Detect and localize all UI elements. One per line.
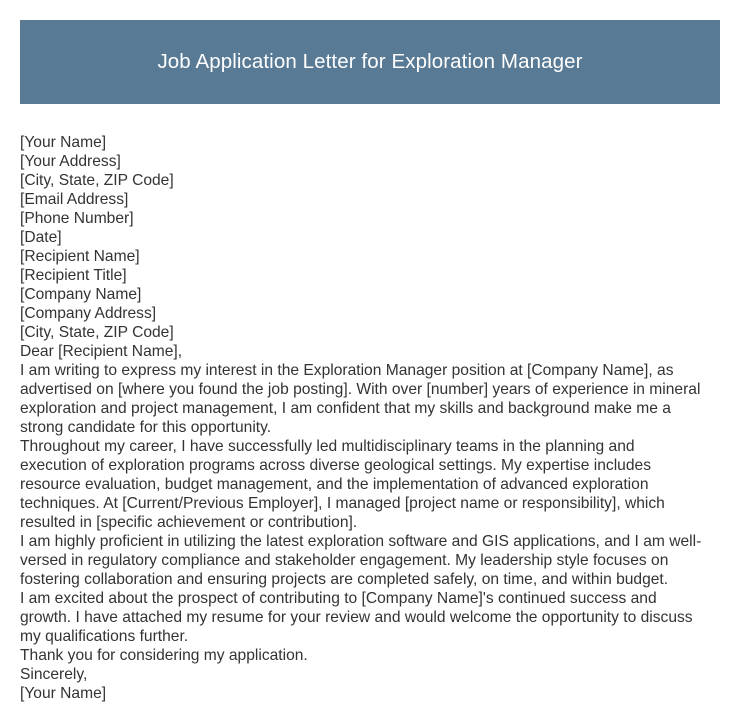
recipient-name: [Recipient Name] bbox=[20, 248, 140, 265]
paragraph-line: my qualifications further. bbox=[20, 628, 189, 645]
paragraph-motivation bbox=[20, 589, 725, 646]
recipient-block bbox=[20, 247, 725, 342]
paragraph-line: versed in regulatory compliance and stakeholder engagement. My leadership style focuses on bbox=[20, 552, 669, 569]
recipient-address: [Company Address] bbox=[20, 305, 157, 322]
sender-phone: [Phone Number] bbox=[20, 210, 134, 227]
paragraph-introduction bbox=[20, 361, 725, 437]
paragraph-line: I am writing to express my interest in the Exploration Manager position at [Company Name], as bbox=[20, 362, 674, 379]
paragraph-line: resulted in [specific achievement or contribution]. bbox=[20, 514, 358, 531]
recipient-company: [Company Name] bbox=[20, 286, 142, 303]
sender-name: [Your Name] bbox=[20, 134, 107, 151]
recipient-city-state-zip: [City, State, ZIP Code] bbox=[20, 324, 174, 341]
sender-email: [Email Address] bbox=[20, 191, 129, 208]
sender-address: [Your Address] bbox=[20, 153, 121, 170]
paragraph-line: resource evaluation, budget management, and the implementation of advanced exploration bbox=[20, 476, 649, 493]
paragraph-skills bbox=[20, 532, 725, 589]
closing: Sincerely, bbox=[20, 666, 88, 683]
paragraph-line: Throughout my career, I have successfully led multidisciplinary teams in the planning and bbox=[20, 438, 635, 455]
sender-block bbox=[20, 133, 725, 247]
paragraph-experience bbox=[20, 437, 725, 532]
sender-city-state-zip: [City, State, ZIP Code] bbox=[20, 172, 174, 189]
paragraph-line: fostering collaboration and ensuring projects are completed safely, on time, and within budget. bbox=[20, 571, 669, 588]
paragraph-line: strong candidate for this opportunity. bbox=[20, 419, 272, 436]
paragraph-line: I am highly proficient in utilizing the latest exploration software and GIS applications, and I am well- bbox=[20, 533, 702, 550]
paragraph-line: exploration and project management, I am confident that my skills and background make me a bbox=[20, 400, 671, 417]
title-banner bbox=[20, 20, 720, 104]
page-title: Job Application Letter for Exploration Manager bbox=[157, 50, 583, 73]
salutation: Dear [Recipient Name], bbox=[20, 343, 183, 360]
paragraph-line: growth. I have attached my resume for your review and would welcome the opportunity to discuss bbox=[20, 609, 693, 626]
signature: [Your Name] bbox=[20, 685, 107, 702]
paragraph-line: execution of exploration programs across diverse geological settings. My expertise includes bbox=[20, 457, 651, 474]
paragraph-line: techniques. At [Current/Previous Employer], I managed [project name or responsibility], which bbox=[20, 495, 665, 512]
paragraph-line: advertised on [where you found the job posting]. With over [number] years of experience in mineral bbox=[20, 381, 701, 398]
letter-body bbox=[20, 133, 725, 703]
paragraph-line: I am excited about the prospect of contributing to [Company Name]'s continued success and bbox=[20, 590, 657, 607]
letter-date: [Date] bbox=[20, 229, 62, 246]
thanks-line: Thank you for considering my application. bbox=[20, 647, 308, 664]
recipient-title: [Recipient Title] bbox=[20, 267, 127, 284]
